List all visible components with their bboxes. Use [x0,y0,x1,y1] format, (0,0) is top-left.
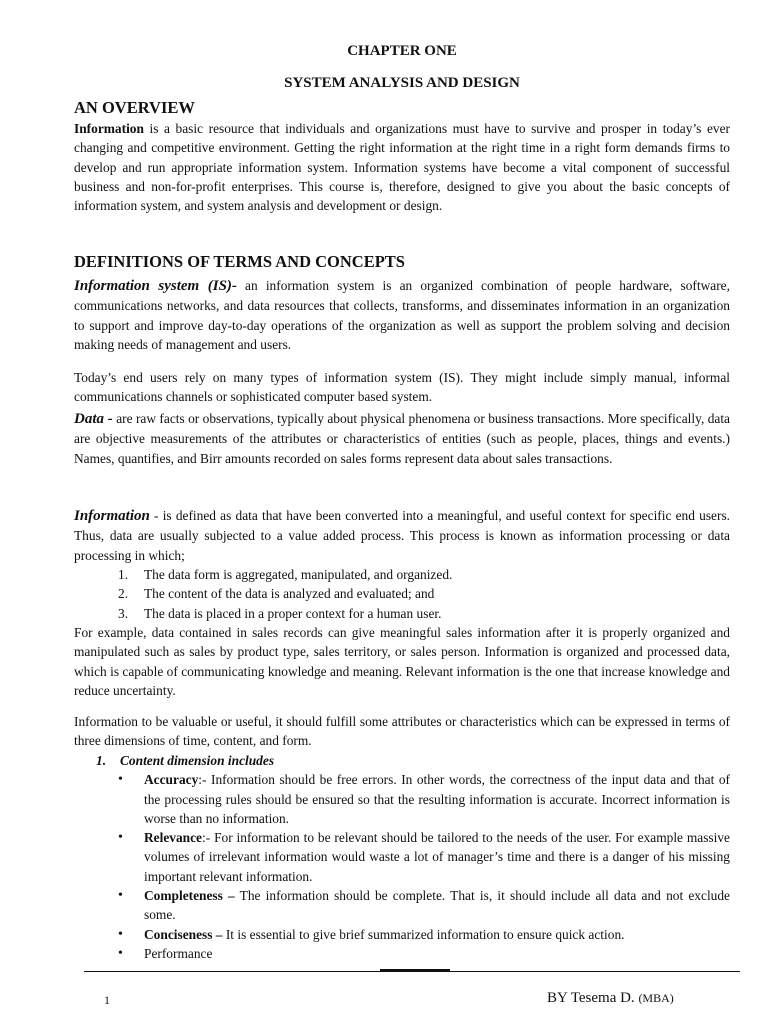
bullet-icon: • [118,888,123,904]
overview-heading: AN OVERVIEW [74,98,195,117]
list-item: 1. The data form is aggregated, manipulated, and organized. [118,567,453,582]
content-dimension-list [74,751,730,963]
overview-lead-term: Information [74,121,144,136]
content-dimension-heading: 1. Content dimension includes [96,753,275,768]
footer-divider-accent [380,969,450,971]
document-title: SYSTEM ANALYSIS AND DESIGN [284,75,520,91]
overview-text: is a basic resource that individuals and organizations must have to survive and prosper in today’s ever changing and competitive environment. Getting the right information at the right time in a right form demands firms to develop and run appropriate information system. Information systems have become a vital component of successful business and non-for-profit enterprises. This course is, therefore, designed to give you about the basic concepts of information system, and system analysis and development or design. [74,121,730,214]
data-term: Data - [74,411,113,427]
author-name: BY Tesema D. [547,990,635,1006]
list-item: • Relevance:- For information to be relevant should be tailored to the needs of the user. For example massive volumes of irrelevant information would waste a lot of manager’s time and there is a danger of his missing important relevant information. [118,830,730,884]
overview-paragraph [74,119,730,215]
list-item: 3. The data is placed in a proper context for a human user. [118,605,442,621]
list-item: • Performance [74,944,730,963]
bullet-icon: • [118,926,123,942]
is-term: Information system (IS)- [74,278,237,294]
list-item: • Conciseness – It is essential to give brief summarized information to ensure quick action. [74,925,730,944]
bullet-icon: • [118,945,123,961]
data-definition-paragraph [74,409,730,468]
information-definition-text: - is defined as data that have been converted into a meaningful, and useful context for specific end users. Thus, data are usually subjected to a value added process. This process is known as information processing or data processing in which; [74,508,730,563]
data-definition-text: are raw facts or observations, typically about physical phenomena or business transactions. More specifically, data are objective measurements of the attributes or characteristics of entities (such as people, places, things and events.) Names, quantifies, and Birr amounts recorded on sales forms represent data about sales transactions. [74,411,730,466]
valuable-paragraph: Information to be valuable or useful, it should fulfill some attributes or characteristics which can be expressed in terms of three dimensions of time, content, and form. [74,714,730,749]
is-definition-paragraph [74,276,730,354]
bullet-icon: • [118,772,123,788]
today-paragraph: Today’s end users rely on many types of information system (IS). They might include simply manual, informal communications channels or sophisticated computer based system. [74,370,730,405]
example-paragraph: For example, data contained in sales records can give meaningful sales information after it is properly organized and manipulated such as sales by product type, sales territory, or sales person. Information is organized and processed data, which is capable of communicating knowledge and meaning. Relevant information is the one that increase knowledge and reduce uncertainty. [74,625,730,698]
list-item: • Accuracy:- Information should be free errors. In other words, the correctness of the input data and that of the processing rules should be ensured so that the resulting information is accurate. Incorrect information is worse than no information. [118,772,730,826]
list-item: 2. The content of the data is analyzed and evaluated; and [118,586,435,602]
list-item: • Completeness – The information should be complete. That is, it should include all data and not exclude some. [118,888,731,923]
definitions-heading: DEFINITIONS OF TERMS AND CONCEPTS [74,252,405,271]
author-degree: (MBA) [638,991,674,1005]
chapter-heading: CHAPTER ONE [347,43,457,59]
is-definition-text: an information system is an organized combination of people hardware, software, communications networks, and data resources that collects, transforms, and disseminates information in an organization to support and improve day-to-day operations of the organization as well as support the problem solving and decision making needs of management and users. [74,278,730,352]
information-definition-paragraph [74,506,730,565]
processing-steps-list [74,565,730,623]
bullet-icon: • [118,830,123,846]
page-number: 1 [104,993,110,1007]
footer-divider [84,971,740,972]
author-credit [547,989,674,1008]
information-term: Information [74,508,150,524]
